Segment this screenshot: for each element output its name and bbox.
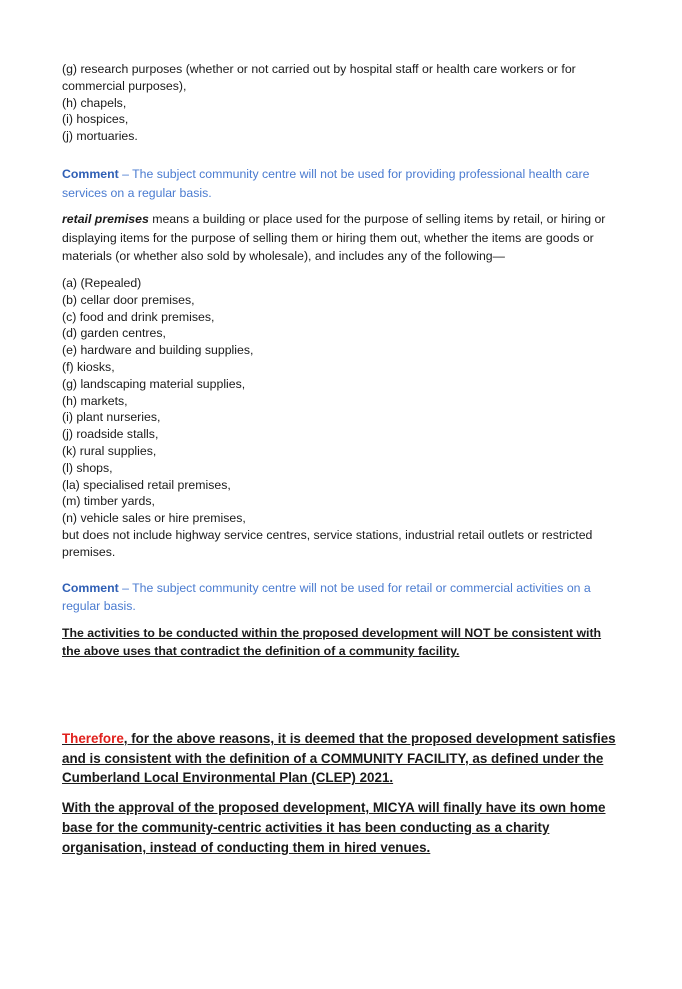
conclusion-text: , for the above reasons, it is deemed that the proposed development satisfies and is consistent with the definition of a COMMUNITY FACILITY, as defined under the Cumberland Local Environmental Plan (CLEP) 2021. bbox=[62, 730, 616, 786]
list-item: (b) cellar door premises, bbox=[62, 292, 195, 307]
therefore-lead: Therefore bbox=[62, 730, 124, 746]
retail-uses-list bbox=[62, 275, 622, 561]
list-item: (m) timber yards, bbox=[62, 494, 155, 509]
comment-label: Comment bbox=[62, 166, 119, 181]
list-item: (a) (Repealed) bbox=[62, 275, 142, 290]
health-uses-list bbox=[62, 61, 622, 145]
list-item: (g) landscaping material supplies, bbox=[62, 376, 246, 391]
comment-text: – The subject community centre will not be used for retail or commercial activities on a regular basis. bbox=[62, 580, 591, 614]
list-item: (h) chapels, bbox=[62, 95, 127, 110]
list-item: (c) food and drink premises, bbox=[62, 309, 215, 324]
defined-term: retail premises bbox=[62, 212, 149, 227]
definition-text: means a building or place used for the purpose of selling items by retail, or hiring or displaying items for the purpose of selling them or hiring them out, whether the items are goods or materials (or whether also sold by wholesale), and includes any of the following— bbox=[62, 212, 606, 264]
list-item: (n) vehicle sales or hire premises, bbox=[62, 511, 246, 526]
retail-premises-definition bbox=[62, 210, 622, 266]
list-item: (i) hospices, bbox=[62, 112, 129, 127]
list-exclusion-note: but does not include highway service centres, service stations, industrial retail outlets or restricted premises. bbox=[62, 527, 593, 559]
list-item: (k) rural supplies, bbox=[62, 443, 157, 458]
comment-retail bbox=[62, 579, 622, 616]
list-item: (j) roadside stalls, bbox=[62, 427, 159, 442]
list-item: (f) kiosks, bbox=[62, 359, 115, 374]
list-item: (i) plant nurseries, bbox=[62, 410, 161, 425]
comment-health-care bbox=[62, 165, 622, 202]
document-page bbox=[62, 61, 622, 858]
list-item: (j) mortuaries. bbox=[62, 129, 138, 144]
comment-label: Comment bbox=[62, 580, 119, 595]
closing-statement: With the approval of the proposed development, MICYA will finally have its own home base for the community-centric activities it has been conducting as a charity organisation, instead of conducting them in hired venues. bbox=[62, 800, 606, 855]
comment-text: – The subject community centre will not be used for providing professional health care services on a regular basis. bbox=[62, 166, 590, 200]
list-item: (e) hardware and building supplies, bbox=[62, 343, 254, 358]
list-item: (d) garden centres, bbox=[62, 326, 166, 341]
list-item: (l) shops, bbox=[62, 460, 113, 475]
list-item: (h) markets, bbox=[62, 393, 128, 408]
activities-statement: The activities to be conducted within the proposed development will NOT be consistent with the above uses that contradict the definition of a community facility. bbox=[62, 625, 602, 659]
list-item: (g) research purposes (whether or not carried out by hospital staff or health care workers or for commercial purposes), bbox=[62, 62, 576, 93]
list-item: (la) specialised retail premises, bbox=[62, 477, 231, 492]
conclusion-statement bbox=[62, 729, 622, 788]
